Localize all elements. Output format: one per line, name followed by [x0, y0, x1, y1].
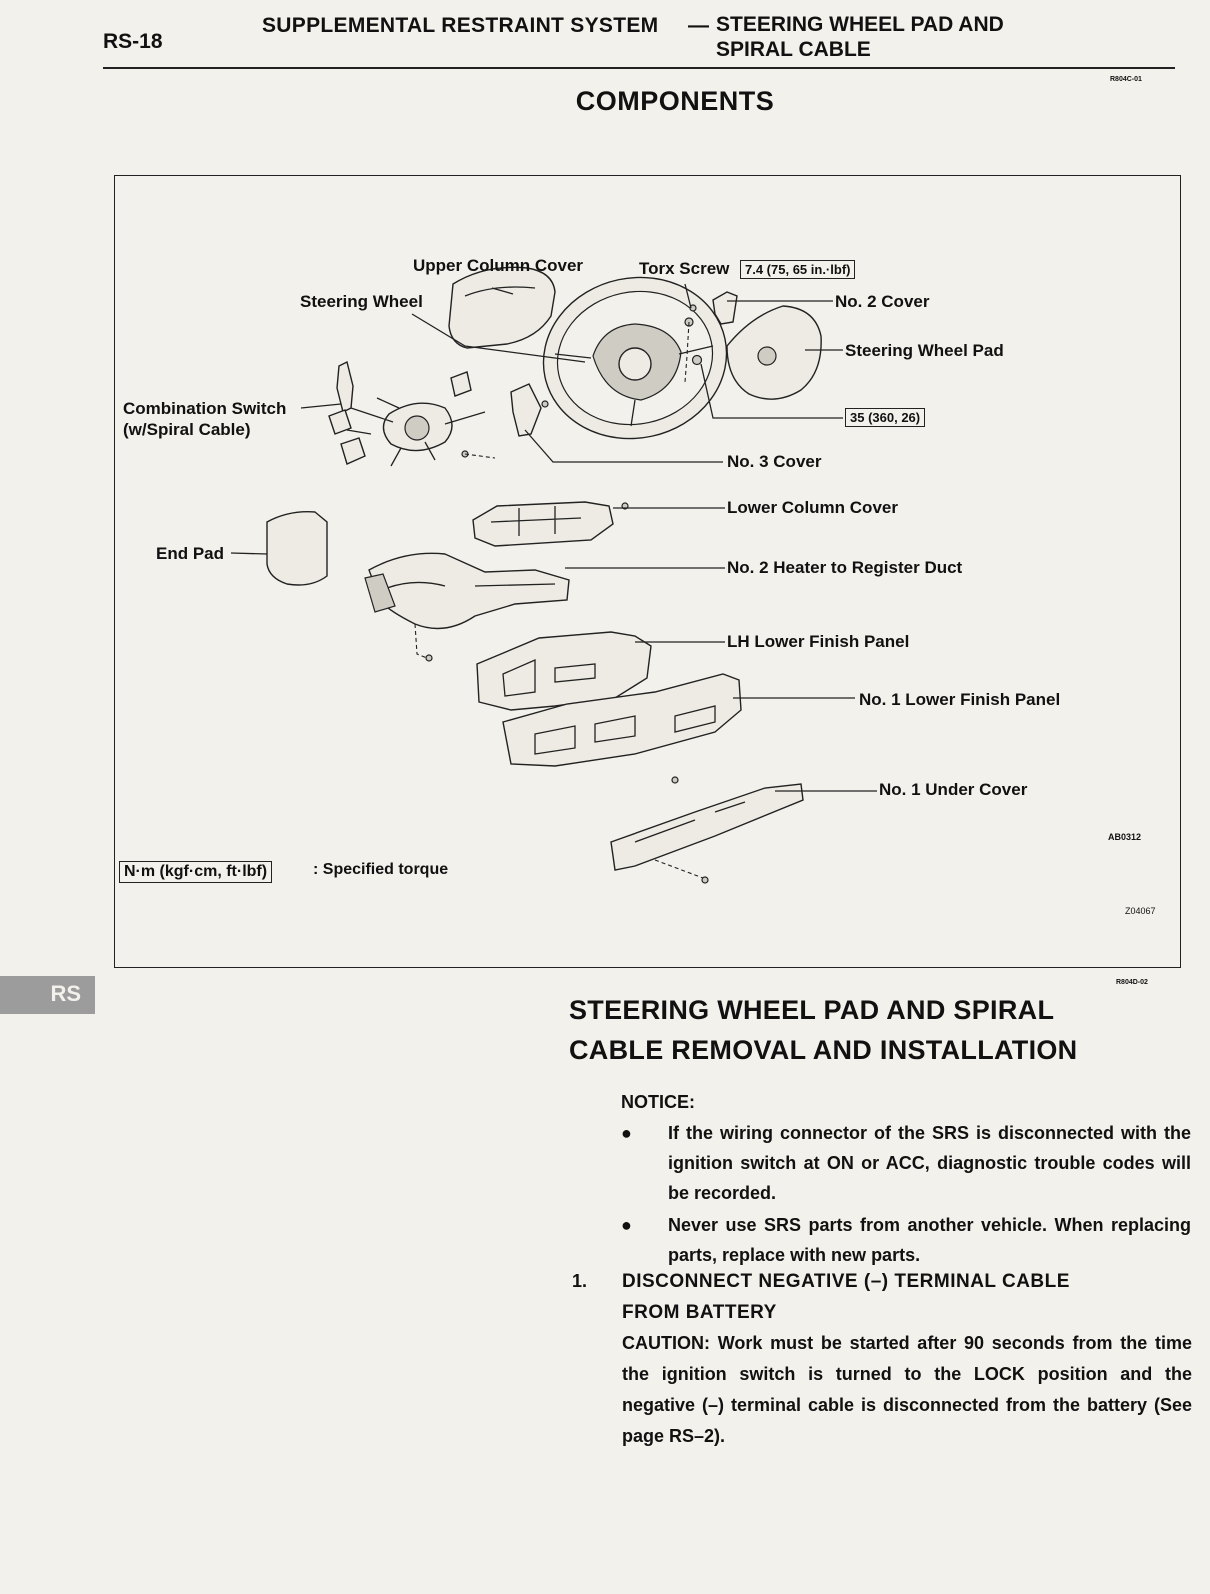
label-end-pad: End Pad: [156, 544, 225, 563]
removal-ref-code: R804D-02: [1116, 979, 1148, 986]
header-dash: —: [688, 14, 709, 37]
header-rule: [103, 67, 1175, 69]
components-diagram: [114, 175, 1181, 968]
figure-code-ab: AB0312: [1108, 832, 1142, 842]
topic-title-line2: SPIRAL CABLE: [716, 38, 871, 61]
notice-item: [621, 1118, 1191, 1208]
page-code: RS-18: [103, 30, 163, 53]
lower-column-cover-part: [473, 502, 613, 546]
components-illustration: [115, 176, 1179, 966]
label-steering-wheel-pad: Steering Wheel Pad: [845, 341, 1004, 360]
label-upper-column-cover: Upper Column Cover: [413, 256, 584, 275]
no1-under-cover-part: [611, 784, 803, 870]
removal-title: [569, 990, 1077, 1070]
label-no3-cover: No. 3 Cover: [727, 452, 822, 471]
step-heading-line1: DISCONNECT NEGATIVE (–) TERMINAL CABLE: [622, 1271, 1070, 1292]
upper-column-cover-part: [449, 267, 555, 348]
end-pad-part: [267, 512, 327, 585]
combination-switch-part: [329, 362, 485, 466]
section-title: SUPPLEMENTAL RESTRAINT SYSTEM: [262, 14, 659, 37]
torx-torque-value: 7.4 (75, 65 in.·lbf): [740, 260, 855, 279]
label-combination-switch-line1: Combination Switch: [123, 399, 287, 418]
label-lh-lower-finish-panel: LH Lower Finish Panel: [727, 632, 910, 651]
label-combination-switch: [123, 398, 286, 440]
legend-text: : Specified torque: [313, 861, 449, 878]
label-no1-lower-finish-panel: No. 1 Lower Finish Panel: [859, 690, 1061, 709]
components-title: COMPONENTS: [575, 86, 775, 116]
removal-title-line1: STEERING WHEEL PAD AND SPIRAL: [569, 995, 1055, 1025]
notice-item: [621, 1210, 1191, 1270]
notice-text: Never use SRS parts from another vehicle. When replacing parts, replace with new parts.: [668, 1215, 1191, 1265]
topic-title-line1: STEERING WHEEL PAD AND: [716, 13, 1004, 36]
label-no2-heater-duct: No. 2 Heater to Register Duct: [727, 558, 963, 577]
bullet-icon: ●: [621, 1123, 632, 1143]
label-steering-wheel: Steering Wheel: [300, 292, 423, 311]
label-torx-screw: Torx Screw: [639, 259, 730, 278]
label-combination-switch-line2: (w/Spiral Cable): [123, 420, 251, 439]
bullet-icon: ●: [621, 1215, 632, 1235]
label-no2-cover: No. 2 Cover: [835, 292, 930, 311]
topic-title: [716, 12, 1004, 62]
legend-unit-box: N·m (kgf·cm, ft·lbf): [119, 861, 272, 883]
removal-title-line2: CABLE REMOVAL AND INSTALLATION: [569, 1035, 1078, 1065]
step-heading-line2: FROM BATTERY: [622, 1302, 777, 1323]
heater-duct-part: [369, 553, 569, 628]
components-ref-code: R804C-01: [1110, 76, 1142, 83]
label-lower-column-cover: Lower Column Cover: [727, 498, 898, 517]
step-1: [572, 1266, 1192, 1452]
side-tab: RS: [0, 976, 95, 1014]
figure-code-z: Z04067: [1125, 906, 1156, 916]
step-caution: CAUTION: Work must be started after 90 seconds from the time the ignition switch is turned to the LOCK position and the negative (–) terminal cable is disconnected from the battery (See page RS–2).: [622, 1333, 1192, 1446]
pad-torque-value: 35 (360, 26): [845, 408, 925, 427]
notice-heading: NOTICE:: [621, 1092, 695, 1112]
step-number: 1.: [572, 1271, 588, 1291]
notice-list: [621, 1118, 1191, 1272]
label-no1-under-cover: No. 1 Under Cover: [879, 780, 1028, 799]
steering-wheel-part: [528, 261, 741, 456]
notice-text: If the wiring connector of the SRS is disconnected with the ignition switch at ON or ACC, diagnostic trouble codes will be recorded.: [668, 1123, 1191, 1203]
no3-cover-part: [511, 384, 541, 436]
